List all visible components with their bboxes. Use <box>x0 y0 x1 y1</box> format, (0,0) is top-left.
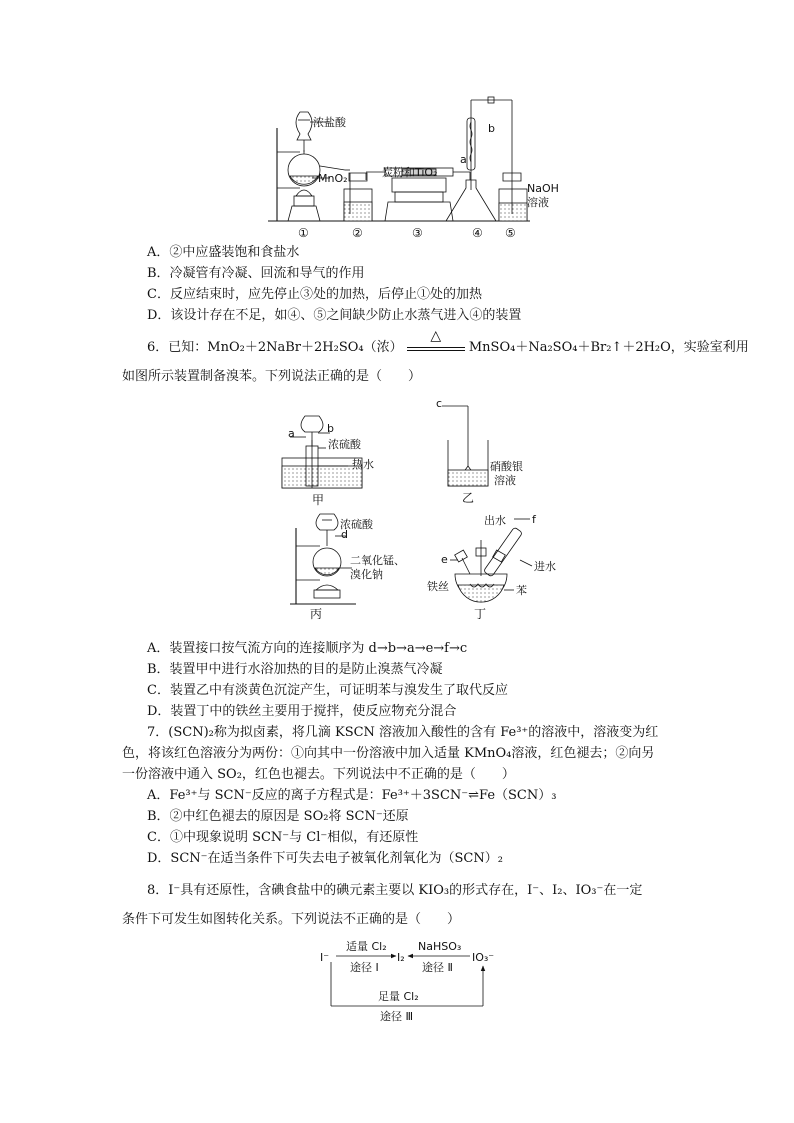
species-i-minus: I⁻ <box>320 951 330 964</box>
apparatus-number-5: ⑤ <box>505 226 516 240</box>
q7-stem-line3: 一份溶液中通入 SO₂，红色也褪去。下列说法中不正确的是（ ） <box>122 767 515 782</box>
label-b: b <box>488 122 495 135</box>
label-naoh: NaOH <box>527 182 559 195</box>
apparatus-number-4: ④ <box>472 226 483 240</box>
q8-stem-line1: 8．I⁻具有还原性，含碘食盐中的碘元素主要以 KIO₃的形式存在，I⁻、I₂、IO₃⁻在一定 <box>147 883 643 898</box>
q7-stem-line2: 色，将该红色溶液分为两份：①向其中一份溶液中加入适量 KMnO₄溶液，红色褪去；②向另 <box>122 746 655 761</box>
yi-label-c: c <box>436 397 443 410</box>
q5-option-a: A．②中应盛装饱和食盐水 <box>147 245 300 260</box>
path3-reagent: 足量 Cl₂ <box>378 990 419 1003</box>
jia-label-conc-h2so4: 浓硫酸 <box>328 438 361 451</box>
q5-option-d: D．该设计存在不足，如④、⑤之间缺少防止水蒸气进入④的装置 <box>147 308 522 323</box>
q6-option-c: C．装置乙中有淡黄色沉淀产生，可证明苯与溴发生了取代反应 <box>147 683 508 698</box>
label-naoh-solution: 溶液 <box>527 196 549 209</box>
species-io3-minus: IO₃⁻ <box>472 951 495 964</box>
yi-label-agno3: 硝酸银 <box>490 460 523 473</box>
jia-name: 甲 <box>312 493 325 507</box>
apparatus-number-3: ③ <box>412 226 423 240</box>
label-a: a <box>460 153 467 166</box>
ding-label-benzene: 苯 <box>516 584 527 597</box>
label-mno2: MnO₂ <box>318 172 348 185</box>
apparatus-number-2: ② <box>352 226 363 240</box>
yi-name: 乙 <box>462 491 475 505</box>
q6-option-d: D．装置丁中的铁丝主要用于搅拌，使反应物充分混合 <box>147 704 457 719</box>
jia-label-hot-water: 热水 <box>352 458 374 471</box>
q6-prefix: 6．已知： <box>147 340 208 355</box>
path2-name: 途径 Ⅱ <box>422 961 453 974</box>
apparatus-number-1: ① <box>298 226 309 240</box>
q6-stem-line2: 如图所示装置制备溴苯。下列说法正确的是（ ） <box>122 369 422 384</box>
heat-triangle: △ <box>430 328 442 344</box>
ding-label-out-water: 出水 <box>484 514 506 527</box>
q7-option-d: D．SCN⁻在适当条件下可失去电子被氧化剂氧化为（SCN）₂ <box>147 851 503 866</box>
q7-stem-line1: 7．(SCN)₂称为拟卤素，将几滴 KSCN 溶液加入酸性的含有 Fe³⁺的溶液中，溶液变为红 <box>147 725 659 740</box>
ding-name: 丁 <box>474 607 487 621</box>
q7-option-c: C．①中现象说明 SCN⁻与 Cl⁻相似，有还原性 <box>147 830 419 845</box>
bing-name: 丙 <box>310 607 323 621</box>
bing-label-conc-h2so4: 浓硫酸 <box>340 518 373 531</box>
label-carbon-tio2: 炭粉和TiO₂ <box>382 166 438 179</box>
q6-equation-left: MnO₂＋2NaBr＋2H₂SO₄（浓） <box>207 340 403 355</box>
q7-option-b: B．②中红色褪去的原因是 SO₂将 SCN⁻还原 <box>147 809 409 824</box>
q6-option-b: B．装置甲中进行水浴加热的目的是防止溴蒸气冷凝 <box>147 662 443 677</box>
species-i2: I₂ <box>397 951 405 964</box>
ding-label-in-water: 进水 <box>534 560 556 573</box>
path1-reagent: 适量 Cl₂ <box>346 940 387 953</box>
bing-label-d: d <box>341 528 348 541</box>
q5-option-b: B．冷凝管有冷凝、回流和导气的作用 <box>147 266 365 281</box>
bing-label-reagent2: 溴化钠 <box>350 568 383 581</box>
ding-label-iron-wire: 铁丝 <box>427 580 449 593</box>
path3-name: 途径 Ⅲ <box>380 1010 414 1023</box>
q6-option-a: A．装置接口按气流方向的连接顺序为 d→b→a→e→f→c <box>147 641 468 656</box>
jia-label-a: a <box>288 427 295 440</box>
jia-label-b: b <box>327 422 334 435</box>
q5-option-c: C．反应结束时，应先停止③处的加热，后停止①处的加热 <box>147 287 482 302</box>
q8-stem-line2: 条件下可发生如图转化关系。下列说法不正确的是（ ） <box>122 912 461 927</box>
label-conc-hcl: 浓盐酸 <box>313 116 346 129</box>
q6-equation-right: MnSO₄＋Na₂SO₄＋Br₂↑＋2H₂O，实验室利用 <box>468 340 749 355</box>
ding-label-f: f <box>532 513 536 526</box>
yi-label-solution: 溶液 <box>494 474 516 487</box>
ding-label-e: e <box>441 553 448 566</box>
path1-name: 途径 Ⅰ <box>350 961 379 974</box>
q7-option-a: A．Fe³⁺与 SCN⁻反应的离子方程式是：Fe³⁺＋3SCN⁻⇌Fe（SCN）₃ <box>147 788 557 803</box>
path2-reagent: NaHSO₃ <box>418 940 462 953</box>
bing-label-reagent1: 二氧化锰、 <box>350 554 405 567</box>
